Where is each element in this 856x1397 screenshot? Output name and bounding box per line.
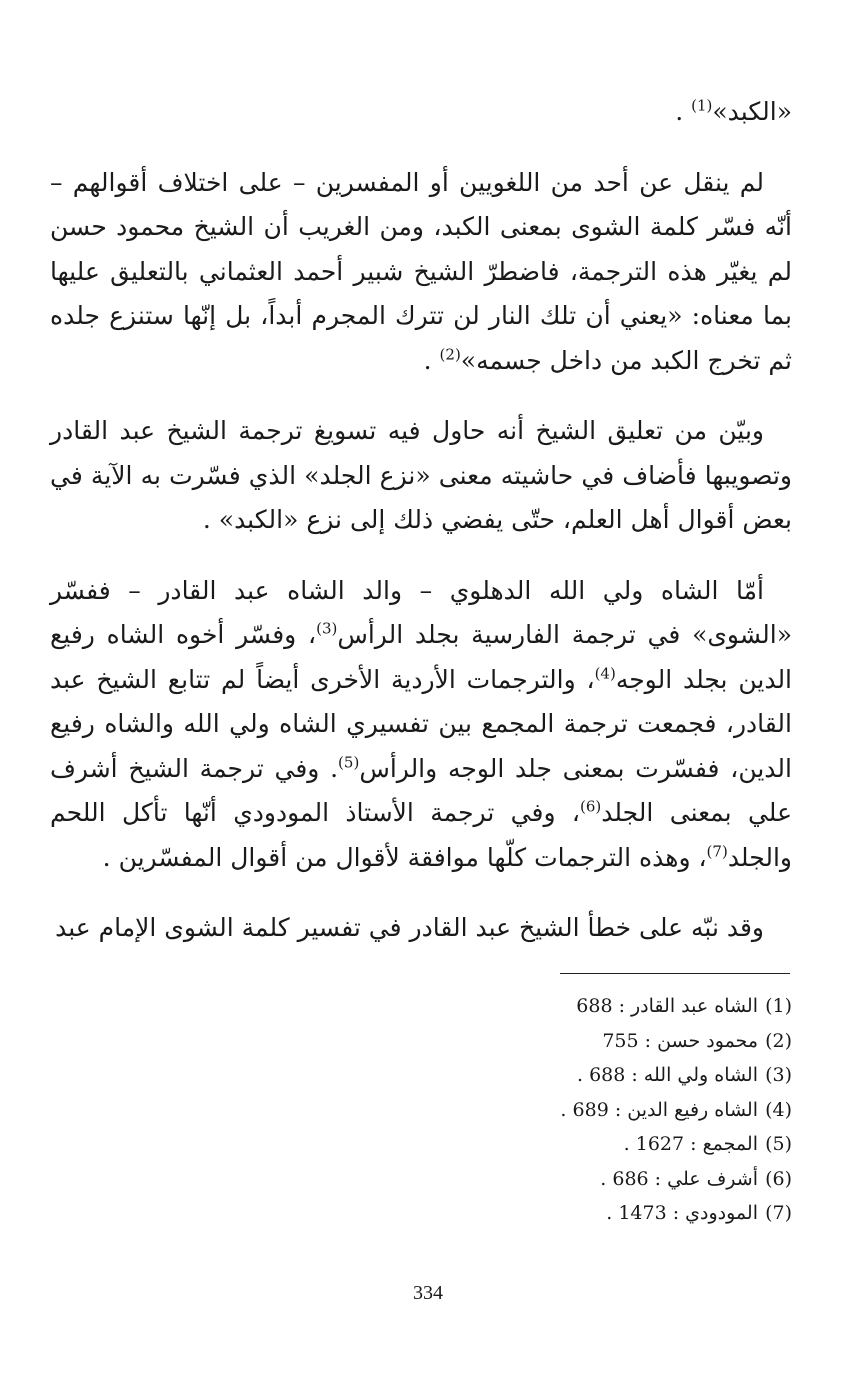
footnote-1	[432, 989, 792, 1024]
footnotes	[432, 989, 792, 1231]
paragraph-4-part-c: ، والترجمات الأردية الأخرى أيضاً لم تتابع الشيخ عبد القادر، فجمعت ترجمة المجمع بين تفسيري الشاه ولي الله والشاه رفيع الدين، ففسّرت بمعنى جلد الوجه والرأس	[50, 664, 792, 783]
footnote-ref-2: (2)	[439, 345, 461, 364]
paragraph-1	[50, 90, 792, 135]
footnote-text: الشاه عبد القادر : 688	[576, 995, 758, 1017]
footnote-text: المجمع : 1627 .	[623, 1133, 758, 1155]
footnote-ref-6: (6)	[579, 797, 602, 816]
paragraph-2-text: لم ينقل عن أحد من اللغويين أو المفسرين – على اختلاف أقوالهم – أنّه فسّر كلمة الشوى بمعنى الكبد، ومن الغريب أن الشيخ محمود حسن لم يغيّر هذه الترجمة، فاضطرّ الشيخ شبير أحمد العثماني بالتعليق عليها بما معناه: «يعني أن تلك النار لن تترك المجرم أبداً، بل إنّها ستنزع جلده ثم تخرج الكبد من داخل جسمه»	[50, 167, 792, 375]
footnote-4	[432, 1093, 792, 1128]
footnote-2	[432, 1024, 792, 1059]
paragraph-3: وبيّن من تعليق الشيخ أنه حاول فيه تسويغ ترجمة الشيخ عبد القادر وتصويبها فأضاف في حاشيته معنى «نزع الجلد» الذي فسّرت به الآية في بعض أقوال أهل العلم، حتّى يفضي ذلك إلى نزع «الكبد» .	[50, 416, 792, 534]
footnote-number: (4)	[765, 1098, 792, 1121]
paragraph-2	[50, 161, 792, 384]
paragraph-5: وقد نبّه على خطأ الشيخ عبد القادر في تفسير كلمة الشوى الإمام عبد	[55, 913, 764, 942]
footnote-text: الشاه رفيع الدين : 689 .	[560, 1098, 758, 1121]
footnote-7	[432, 1196, 792, 1231]
paragraph-1-end: .	[675, 97, 692, 126]
footnote-divider	[560, 973, 790, 974]
paragraph-4-part-a: أمّا الشاه ولي الله الدهلوي – والد الشاه عبد القادر – ففسّر «الشوى» في ترجمة الفارسية بجلد الرأس	[50, 575, 793, 649]
footnote-text: المودودي : 1473 .	[606, 1202, 758, 1224]
paragraph-2-end: .	[423, 345, 440, 375]
footnote-text: أشرف علي : 686 .	[600, 1167, 758, 1190]
paragraph-4-part-b: ، وفسّر أخوه الشاه رفيع الدين بجلد الوجه	[50, 620, 793, 694]
footnote-ref-4: (4)	[594, 664, 616, 683]
paragraph-4	[50, 569, 792, 881]
paragraph-4-part-e: ، وفي ترجمة الأستاذ المودودي أنّها تأكل اللحم والجلد	[50, 798, 792, 872]
footnote-text: محمود حسن : 755	[602, 1029, 758, 1052]
footnote-5	[432, 1127, 792, 1162]
footnote-ref-5: (5)	[338, 753, 360, 772]
footnote-ref-1: (1)	[691, 96, 713, 115]
footnote-number: (7)	[765, 1202, 792, 1224]
footnote-number: (5)	[765, 1133, 792, 1155]
main-text	[50, 90, 792, 977]
footnote-ref-3: (3)	[316, 619, 338, 638]
footnote-6	[432, 1162, 792, 1197]
footnote-number: (3)	[765, 1064, 792, 1086]
paragraph-4-part-f: ، وهذه الترجمات كلّها موافقة لأقوال من أقوال المفسّرين .	[102, 842, 707, 872]
footnote-ref-7: (7)	[706, 842, 728, 861]
footnote-text: الشاه ولي الله : 688 .	[576, 1064, 758, 1086]
paragraph-4-part-d: . وفي ترجمة الشيخ أشرف علي بمعنى الجلد	[50, 753, 792, 827]
footnote-number: (6)	[765, 1167, 792, 1190]
footnote-number: (2)	[765, 1029, 792, 1052]
footnote-3	[432, 1058, 792, 1093]
paragraph-1-text: «الكبد»	[712, 97, 792, 126]
footnote-number: (1)	[765, 995, 792, 1017]
page-number: 334	[413, 1282, 443, 1304]
